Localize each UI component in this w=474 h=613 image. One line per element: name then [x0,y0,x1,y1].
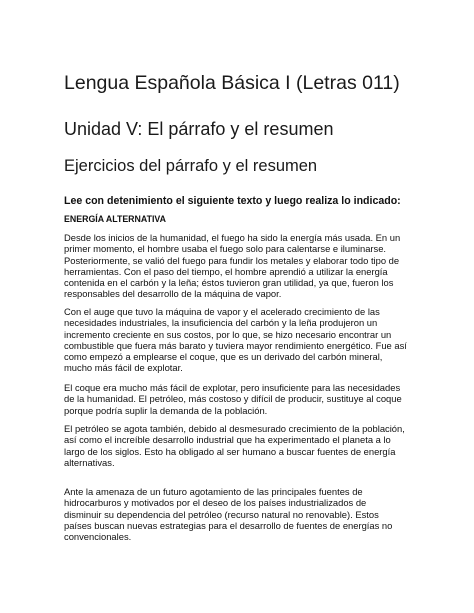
paragraph-line: países buscan nuevas estrategias para el desarrollo de fuentes de energías no [64,519,393,531]
paragraph-line: contenida en el carbón y la leña; éstos tuvieron gran utilidad, ya que, fueron los [64,277,394,289]
section-title: ENERGÍA ALTERNATIVA [64,214,166,224]
instruction-text: Lee con detenimiento el siguiente texto y luego realiza lo indicado: [64,195,401,207]
paragraph-line: primer momento, el hombre usaba el fuego solo para calentarse e iluminarse. [64,243,387,255]
paragraph-line: hidrocarburos y motivados por el deseo de los países industrializados de [64,497,367,509]
paragraph-line: Desde los inicios de la humanidad, el fuego ha sido la energía más usada. En un [64,232,401,243]
paragraph-line: como empezó a emplearse el coque, que es un derivado del carbón mineral, [64,351,383,363]
paragraph-1 [64,232,434,300]
paragraph-line: Posteriormente, se valió del fuego para fundir los metales y elaborar todo tipo de [64,254,400,266]
unit-title: Unidad V: El párrafo y el resumen [64,119,334,139]
paragraph-line: de la humanidad. El petróleo, más costoso y difícil de producir, sustituye al coque [64,393,402,405]
paragraph-3 [64,382,434,416]
paragraph-5 [64,486,434,542]
paragraph-line: mucho más fácil de explotar. [64,362,183,374]
paragraph-line: Ante la amenaza de un futuro agotamiento de las principales fuentes de [64,486,363,497]
paragraph-line: porque podría suplir la demanda de la población. [64,404,268,416]
paragraph-line: así como el increíble desarrollo industrial que ha experimentado el planeta a lo [64,434,391,446]
paragraph-2 [64,306,434,374]
paragraph-line: alternativas. [64,456,115,468]
paragraph-line: disminuir su dependencia del petróleo (recurso natural no renovable). Estos [64,508,379,520]
paragraph-line: El petróleo se agota también, debido al desmesurado crecimiento de la población, [64,423,405,434]
paragraph-line: combustible que fuera más barato y tuviera mayor rendimiento energético. Fue así [64,339,407,351]
paragraph-line: El coque era mucho más fácil de explotar, pero insuficiente para las necesidades [64,382,401,393]
paragraph-line: responsables del desarrollo de la máquina de vapor. [64,288,282,300]
course-title: Lengua Española Básica I (Letras 011) [64,72,400,94]
exercise-title: Ejercicios del párrafo y el resumen [64,157,318,175]
paragraph-line: necesidades industriales, la insuficiencia del carbón y la leña produjeron un [64,317,378,329]
paragraph-line: largo de los siglos. Esto ha obligado al ser humano a buscar fuentes de energía [64,445,396,457]
paragraph-line: herramientas. Con el paso del tiempo, el hombre aprendió a utilizar la energía [64,265,388,277]
paragraph-line: Con el auge que tuvo la máquina de vapor y el acelerado crecimiento de las [64,306,380,317]
paragraph-line: incremento creciente en sus costos, por lo que, se hizo necesario encontrar un [64,328,392,340]
paragraph-line: convencionales. [64,531,132,543]
paragraph-4 [64,423,434,468]
